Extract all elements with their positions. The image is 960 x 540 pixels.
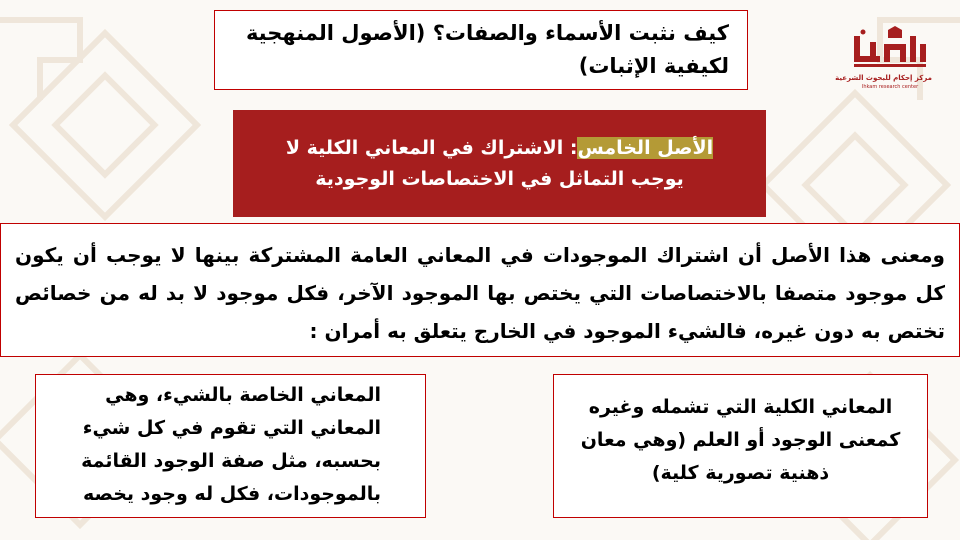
principle-separator: : [563,137,578,159]
slide-title-text: كيف نثبت الأسماء والصفات؟ (الأصول المنهجية لكيفية الإثبات) [245,21,729,78]
principle-text: الاشتراك في المعاني الكلية لا يوجب التماثل في الاختصاصات الوجودية [285,137,684,190]
specific-meanings-box [35,374,426,518]
specific-meanings-text: المعاني الخاصة بالشيء، وهي المعاني التي تقوم في كل شيء بحسبه، مثل صفة الوجود القائمة بالموجودات، فكل له وجود يخصه [81,384,381,505]
general-meanings-text: المعاني الكلية التي تشمله وغيره كمعنى الوجود أو العلم (وهي معان ذهنية تصورية كلية) [580,396,901,484]
meaning-box [0,223,960,357]
ihkam-logo-mark [848,26,932,74]
general-meanings-box [553,374,928,518]
ihkam-logo [835,26,932,94]
logo-tagline: Ihkam research center [861,84,919,90]
principle-highlight: الأصل الخامس [577,137,714,159]
slide-title [214,10,748,90]
principle-box [233,110,766,217]
logo-subtitle: مركز إحكام للبحوث الشرعية [835,74,932,82]
meaning-text: ومعنى هذا الأصل أن اشتراك الموجودات في المعاني العامة المشتركة بينها لا يوجب أن يكون كل موجود متصفا بالاختصاصات التي يختص بها الموجود الآخر، فكل موجود لا بد له من خصائص تختص به دون غيره، فالشيء الموجود في الخارج يتعلق به أمران : [15,243,945,343]
